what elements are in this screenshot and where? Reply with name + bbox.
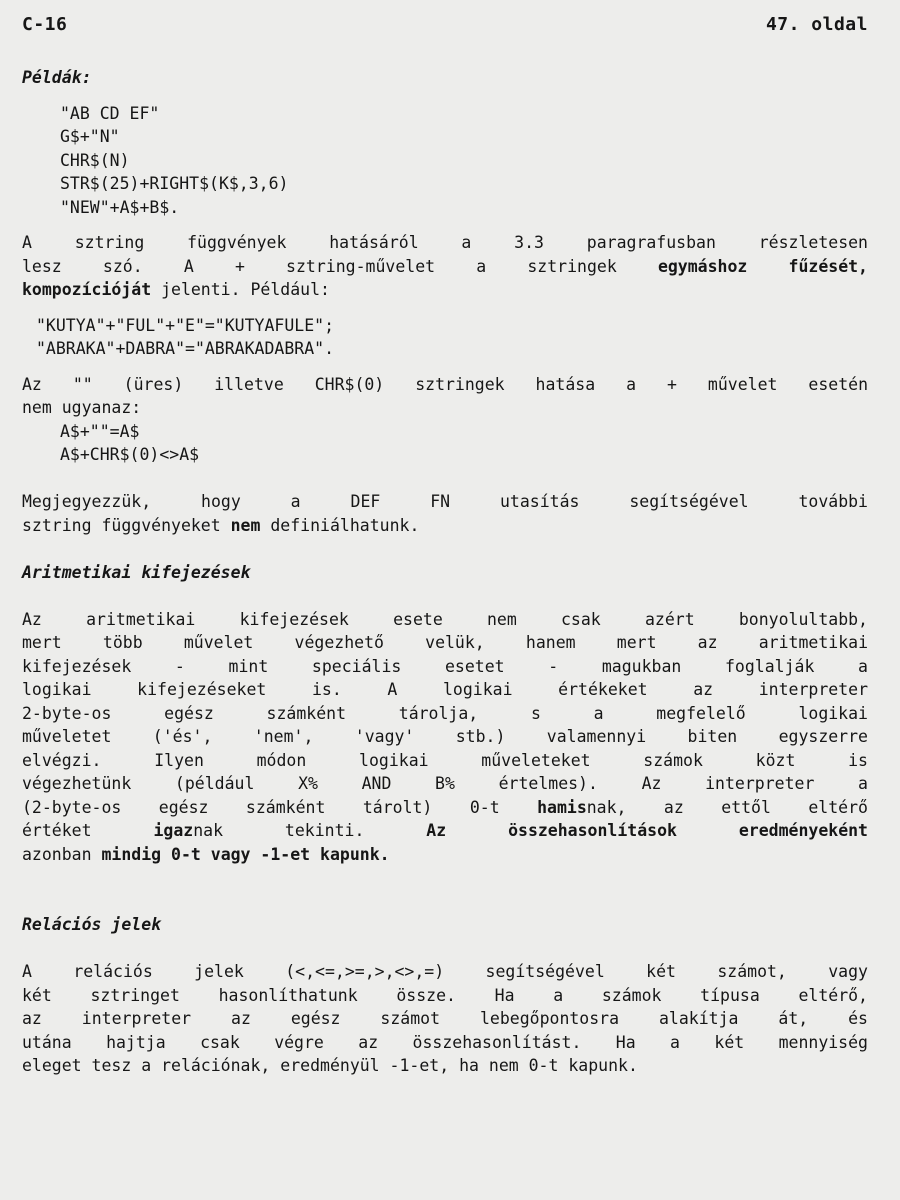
bold-text: Az összehasonlítások eredményeként <box>426 821 868 840</box>
paragraph-line: Az "" (üres) illetve CHR$(0) sztringek hatása a + művelet esetén <box>22 374 868 394</box>
paragraph-line: sztring függvényeket nem definiálhatunk. <box>22 515 420 535</box>
paragraph-line: mert több művelet végezhető velük, hanem mert az aritmetikai <box>22 633 868 652</box>
bold-text: egymáshoz fűzését, <box>657 256 868 276</box>
code-line: A$+CHR$(0)<>A$ <box>60 445 200 464</box>
bold-text: igaz <box>153 821 194 840</box>
bold-text: hamis <box>537 797 587 817</box>
paragraph-line: értéket igaznak tekinti. Az összehasonlítások eredményeként <box>22 821 868 840</box>
paragraph-line: műveletet ('és', 'nem', 'vagy' stb.) valamennyi biten egyszerre <box>22 727 868 746</box>
paragraph-line: logikai kifejezéseket is. A logikai értékeket az interpreter <box>22 680 868 699</box>
concat-example: "KUTYA"+"FUL"+"E"="KUTYAFULE"; <box>36 315 335 335</box>
example-line: "NEW"+A$+B$. <box>60 197 180 217</box>
example-line: STR$(25)+RIGHT$(K$,3,6) <box>60 174 289 193</box>
paragraph-line: Az aritmetikai kifejezések esete nem csak azért bonyolultabb, <box>22 609 868 629</box>
bold-text: kompozícióját <box>22 280 152 299</box>
example-line: G$+"N" <box>60 127 120 146</box>
paragraph-line: végezhetünk (például X% AND B% értelmes). Az interpreter a <box>22 774 868 793</box>
paragraph-line: 2-byte-os egész számként tárolja, s a megfelelő logikai <box>22 703 868 723</box>
paragraph-line: az interpreter az egész számot lebegőpontosra alakítja át, és <box>22 1009 868 1028</box>
paragraph-line: A relációs jelek (<,<=,>=,>,<>,=) segítségével két számot, vagy <box>22 962 868 981</box>
paragraph-line: azonban mindig 0-t vagy -1-et kapunk. <box>22 844 390 864</box>
section-code: C-16 <box>22 14 68 35</box>
paragraph-line: kompozícióját jelenti. Például: <box>22 280 330 299</box>
page-number: 47. oldal <box>765 14 868 35</box>
paragraph-line: utána hajtja csak végre az összehasonlítást. Ha a két mennyiség <box>22 1032 868 1052</box>
bold-text: nem <box>230 515 261 535</box>
paragraph-line: lesz szó. A + sztring-művelet a sztringek egymáshoz fűzését, <box>22 256 868 276</box>
examples-title: Példák: <box>22 68 92 87</box>
concat-example: "ABRAKA"+DABRA"="ABRAKADABRA". <box>36 339 335 358</box>
paragraph-line: elvégzi. Ilyen módon logikai műveleteket számok közt is <box>22 750 868 770</box>
paragraph-line: eleget tesz a relációnak, eredményül -1-et, ha nem 0-t kapunk. <box>22 1056 638 1075</box>
paragraph-line: két sztringet hasonlíthatunk össze. Ha a számok típusa eltérő, <box>22 985 868 1005</box>
section-title-relational: Relációs jelek <box>22 915 162 934</box>
paragraph-line: A sztring függvények hatásáról a 3.3 paragrafusban részletesen <box>22 233 868 252</box>
paragraph-line: kifejezések - mint speciális esetet - magukban foglalják a <box>22 656 868 676</box>
paragraph-line: (2-byte-os egész számként tárolt) 0-t hamisnak, az ettől eltérő <box>22 797 868 817</box>
example-line: CHR$(N) <box>60 150 130 170</box>
section-title-arithmetic: Aritmetikai kifejezések <box>22 562 251 582</box>
page-header <box>22 14 868 54</box>
paragraph-line: nem ugyanaz: <box>22 398 142 417</box>
example-line: "AB CD EF" <box>60 103 160 123</box>
paragraph-line: Megjegyezzük, hogy a DEF FN utasítás segítségével további <box>22 492 868 511</box>
code-line: A$+""=A$ <box>60 421 140 441</box>
bold-text: mindig 0-t vagy -1-et kapunk. <box>101 844 390 864</box>
